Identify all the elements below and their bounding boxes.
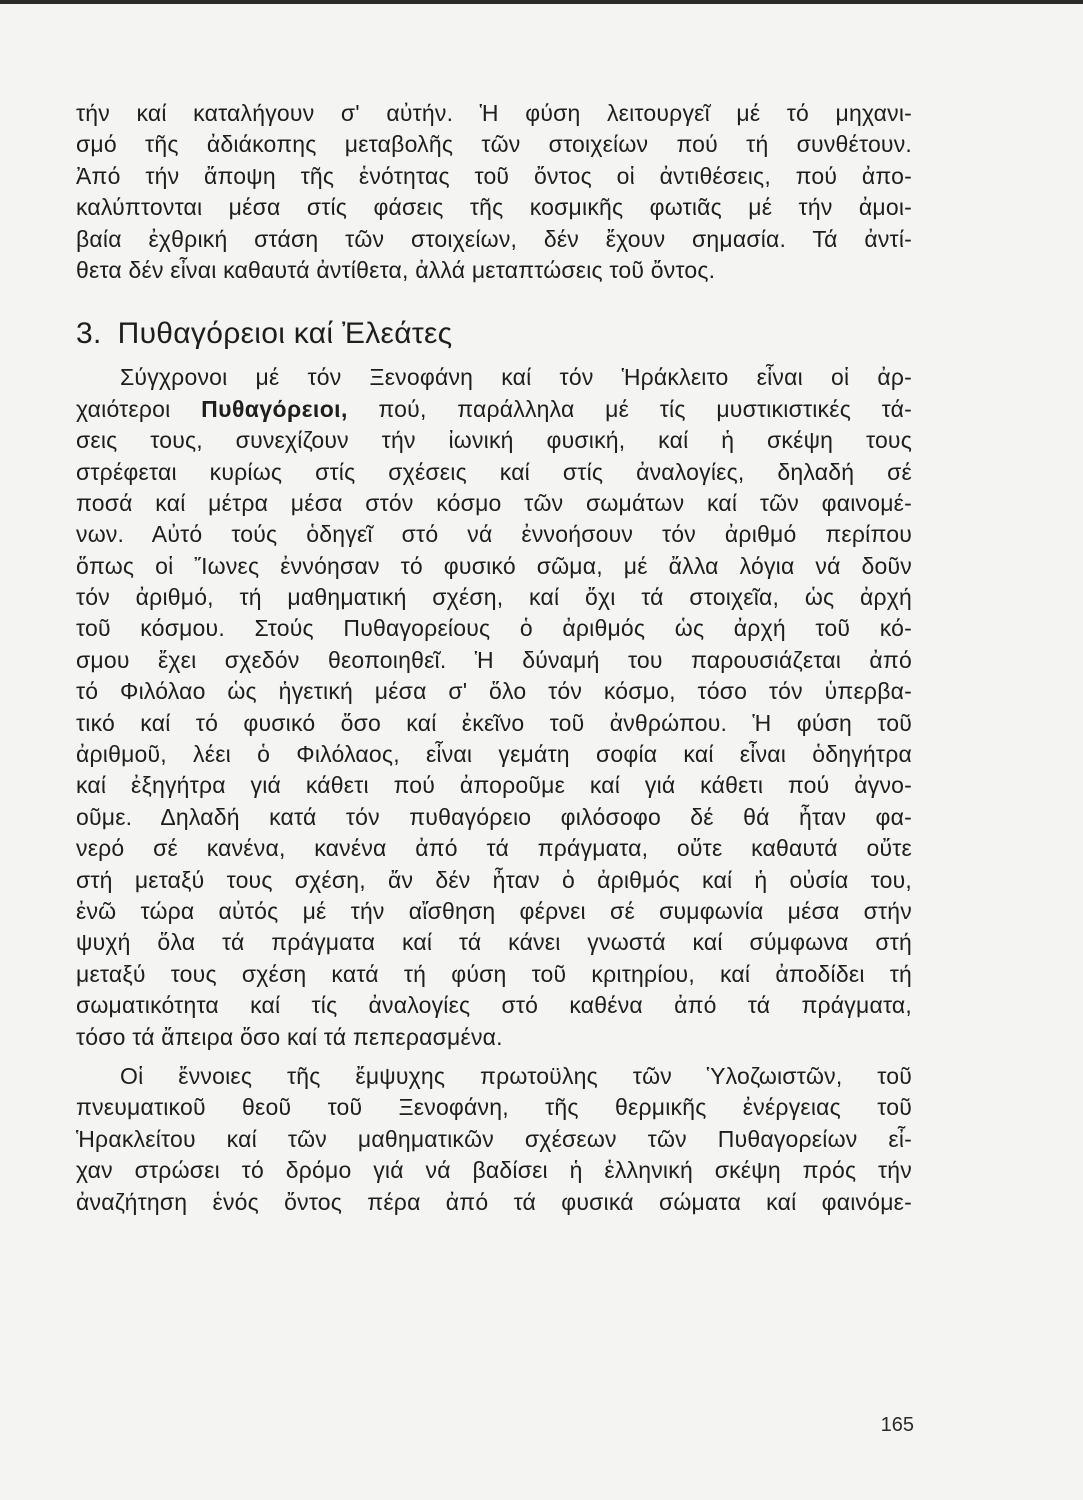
page-number: 165	[880, 1414, 914, 1436]
text-line: οῦμε. Δηλαδή κατά τόν πυθαγόρειο φιλόσοφο δέ θά ἦταν φα-	[76, 803, 912, 830]
paragraph-gap	[76, 1053, 912, 1061]
bold-term: Πυθαγόρειοι,	[201, 395, 348, 422]
text-line	[76, 394, 912, 425]
text-line: καλύπτονται μέσα στίς φάσεις τῆς κοσμικῆς φωτιᾶς μέ τήν ἀμοι-	[76, 194, 912, 221]
text-line: ὅπως οἱ Ἴωνες ἐννόησαν τό φυσικό σῶμα, μέ ἄλλα λόγια νά δοῦν	[76, 552, 912, 579]
text-line: νερό σέ κανένα, κανένα ἀπό τά πράγματα, οὔτε καθαυτά οὔτε	[76, 835, 912, 862]
text-line: χαν στρώσει τό δρόμο γιά νά βαδίσει ἡ ἑλληνική σκέψη πρός τήν	[76, 1157, 912, 1184]
text-line: σωματικότητα καί τίς ἀναλογίες στό καθένα ἀπό τά πράγματα,	[76, 992, 912, 1019]
text-line: τόσο τά ἄπειρα ὅσο καί τά πεπερασμένα.	[76, 1023, 503, 1050]
text-line: στρέφεται κυρίως στίς σχέσεις καί στίς ἀναλογίες, δηλαδή σέ	[76, 458, 912, 485]
paragraph-pythagoreans	[76, 362, 912, 1053]
text-line: τόν ἀριθμό, τή μαθηματική σχέση, καί ὄχι τά στοιχεῖα, ὡς ἀρχή	[76, 584, 912, 611]
text-line: Οἱ ἔννοιες τῆς ἔμψυχης πρωτοϋλης τῶν Ὑλοζωιστῶν, τοῦ	[120, 1062, 912, 1089]
text-line: ἀναζήτηση ἑνός ὄντος πέρα ἀπό τά φυσικά σώματα καί φαινόμε-	[76, 1188, 912, 1215]
section-heading	[76, 316, 912, 352]
text-line: τό Φιλόλαο ὡς ἡγετική μέσα σ' ὅλο τόν κόσμο, τόσο τόν ὑπερβα-	[76, 678, 912, 705]
top-edge-rule	[0, 0, 1083, 4]
section-title: Πυθαγόρειοι καί Ἐλεάτες	[117, 317, 453, 351]
text-line: καί ἐξηγήτρα γιά κάθετι πού ἀποροῦμε καί γιά κάθετι πού ἀγνο-	[76, 772, 912, 799]
text-line: στή μεταξύ τους σχέση, ἄν δέν ἦταν ὁ ἀριθμός καί ἡ οὐσία του,	[76, 866, 912, 893]
text-line: ἀριθμοῦ, λέει ὁ Φιλόλαος, εἶναι γεμάτη σοφία καί εἶναι ὁδηγήτρα	[76, 741, 912, 768]
text-line: ψυχή ὅλα τά πράγματα καί τά κάνει γνωστά καί σύμφωνα στή	[76, 929, 912, 956]
text-line: σμου ἔχει σχεδόν θεοποιηθεῖ. Ἡ δύναμή του παρουσιάζεται ἀπό	[76, 646, 912, 673]
paragraph-continuation	[76, 98, 912, 286]
text-run: πού, παράλληλα μέ τίς μυστικιστικές τά-	[347, 395, 913, 422]
text-line: τήν καί καταλήγουν σ' αὐτήν. Ἡ φύση λειτουργεῖ μέ τό μηχανι-	[76, 100, 912, 126]
text-line: μεταξύ τους σχέση κατά τή φύση τοῦ κριτηρίου, καί ἀποδίδει τή	[76, 960, 912, 987]
text-line: νων. Αὐτό τούς ὁδηγεῖ στό νά ἐννοήσουν τόν ἀριθμό περίπου	[76, 521, 912, 548]
text-line: Ἡρακλείτου καί τῶν μαθηματικῶν σχέσεων τῶν Πυθαγορείων εἶ-	[76, 1125, 912, 1152]
section-number: 3.	[76, 317, 102, 351]
text-run: χαιότεροι	[76, 395, 202, 422]
text-line: σμό τῆς ἀδιάκοπης μεταβολῆς τῶν στοιχείων πού τή συνθέτουν.	[76, 131, 912, 158]
text-line: ἐνῶ τώρα αὐτός μέ τήν αἴσθηση φέρνει σέ συμφωνία μέσα στήν	[76, 897, 912, 924]
paragraph-concepts	[76, 1061, 912, 1218]
text-line: τοῦ κόσμου. Στούς Πυθαγορείους ὁ ἀριθμός ὡς ἀρχή τοῦ κό-	[76, 615, 912, 642]
text-line: θετα δέν εἶναι καθαυτά ἀντίθετα, ἀλλά μεταπτώσεις τοῦ ὄντος.	[76, 256, 716, 283]
text-line: ποσά καί μέτρα μέσα στόν κόσμο τῶν σωμάτων καί τῶν φαινομέ-	[76, 489, 912, 516]
text-line: τικό καί τό φυσικό ὅσο καί ἐκεῖνο τοῦ ἀνθρώπου. Ἡ φύση τοῦ	[76, 709, 912, 736]
text-line: βαία ἐχθρική στάση τῶν στοιχείων, δέν ἔχουν σημασία. Τά ἀντί-	[76, 225, 912, 252]
text-line: σεις τους, συνεχίζουν τήν ἰωνική φυσική, καί ἡ σκέψη τους	[76, 427, 912, 454]
body-text	[76, 98, 912, 1218]
text-line: πνευματικοῦ θεοῦ τοῦ Ξενοφάνη, τῆς θερμικῆς ἐνέργειας τοῦ	[76, 1094, 912, 1121]
text-line: Σύγχρονοι μέ τόν Ξενοφάνη καί τόν Ἡράκλειτο εἶναι οἱ ἀρ-	[120, 364, 912, 391]
text-line: Ἀπό τήν ἄποψη τῆς ἑνότητας τοῦ ὄντος οἱ ἀντιθέσεις, πού ἀπο-	[76, 162, 912, 189]
